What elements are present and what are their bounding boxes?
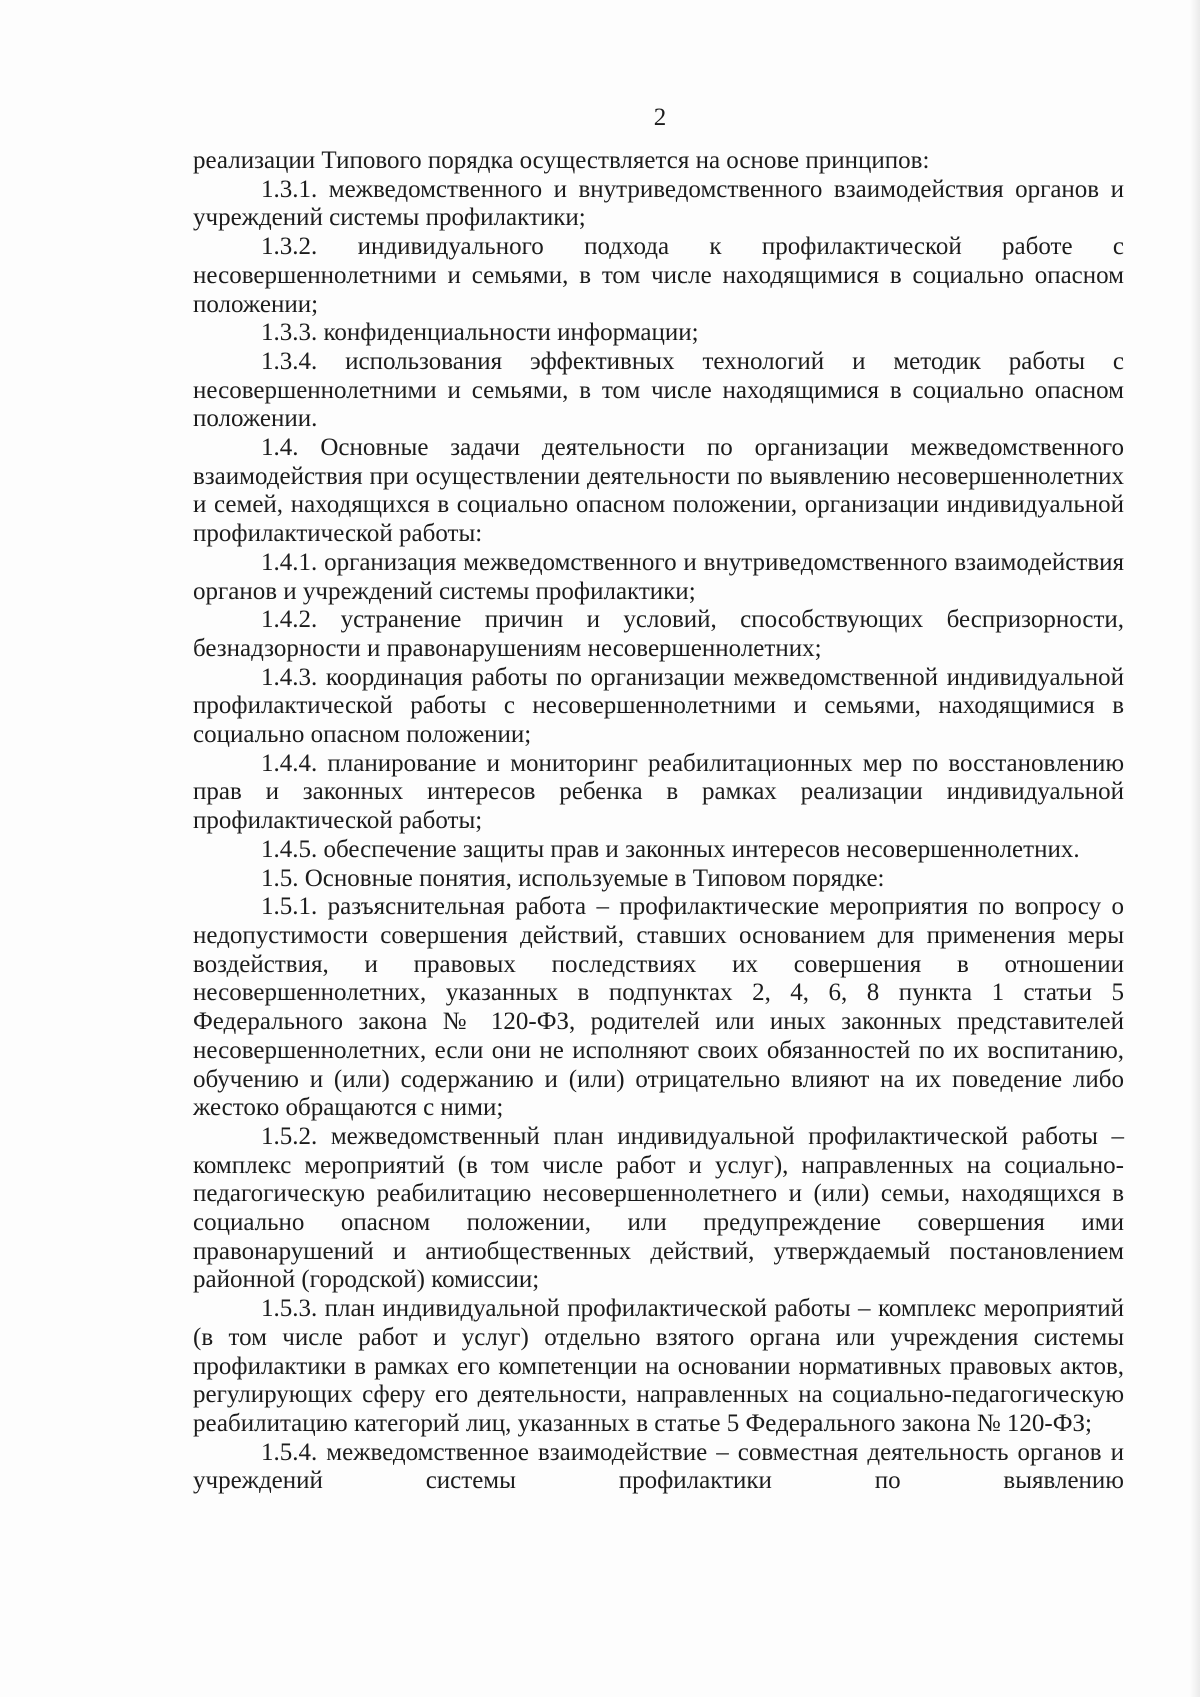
- paragraph-1-4: 1.4. Основные задачи деятельности по организации межведомственного взаимодействия при осуществлении деятельности по выявлению несовершеннолетних и семей, находящихся в социально опасном положении, организации индивидуальной профилактической работы:: [193, 434, 1124, 548]
- paragraph-continuation: реализации Типового порядка осуществляется на основе принципов:: [193, 147, 930, 174]
- document-body: [193, 147, 1124, 1496]
- page-number: 2: [653, 104, 667, 131]
- paragraph-1-3-1: 1.3.1. межведомственного и внутриведомственного взаимодействия органов и учреждений системы профилактики;: [193, 175, 1124, 232]
- paragraph-1-5-4: 1.5.4. межведомственное взаимодействие – совместная деятельность органов и учреждений системы профилактики по выявлению: [193, 1438, 1124, 1495]
- paragraph-1-4-5: 1.4.5. обеспечение защиты прав и законных интересов несовершеннолетних.: [261, 835, 1080, 863]
- paragraph-1-4-1: 1.4.1. организация межведомственного и внутриведомственного взаимодействия органов и учреждений системы профилактики;: [193, 548, 1124, 605]
- page-edge-shadow: [1190, 0, 1200, 1697]
- paragraph-1-3-2: 1.3.2. индивидуального подхода к профилактической работе с несовершеннолетними и семьями, в том числе находящимися в социально опасном положении;: [193, 233, 1124, 318]
- paragraph-1-5: 1.5. Основные понятия, используемые в Типовом порядке:: [261, 864, 885, 892]
- paragraph-1-5-2: 1.5.2. межведомственный план индивидуальной профилактической работы – комплекс мероприятий (в том числе работ и услуг), направленных на социально-педагогическую реабилитацию несовершеннолетнего и (или) семьи, находящихся в социально опасном положении, или предупреждение совершения ими правонарушений и антиобщественных действий, утверждаемый постановлением районной (городской) комиссии;: [193, 1122, 1124, 1294]
- paragraph-1-4-3: 1.4.3. координация работы по организации межведомственной индивидуальной профилактической работы с несовершеннолетними и семьями, находящимися в социально опасном положении;: [193, 663, 1124, 749]
- paragraph-1-5-3: 1.5.3. план индивидуальной профилактической работы – комплекс мероприятий (в том числе работ и услуг) отдельно взятого органа или учреждения системы профилактики в рамках его компетенции на основании нормативных правовых актов, регулирующих сферу его деятельности, направленных на социально-педагогическую реабилитацию категорий лиц, указанных в статье 5 Федерального закона № 120-ФЗ;: [193, 1295, 1124, 1437]
- paragraph-1-5-1: 1.5.1. разъяснительная работа – профилактические мероприятия по вопросу о недопустимости совершения действий, ставших основанием для применения меры воздействия, и правовых последствиях их совершения в отношении несовершеннолетних, указанных в подпунктах 2, 4, 6, 8 пункта 1 статьи 5 Федерального закона № 120-ФЗ, родителей или иных законных представителей несовершеннолетних, если они не исполняют своих обязанностей по их воспитанию, обучению и (или) содержанию и (или) отрицательно влияют на их поведение либо жестоко обращаются с ними;: [193, 893, 1124, 1122]
- paragraph-1-4-4: 1.4.4. планирование и мониторинг реабилитационных мер по восстановлению прав и законных интересов ребенка в рамках реализации индивидуальной профилактической работы;: [193, 749, 1124, 835]
- paragraph-1-3-4: 1.3.4. использования эффективных технологий и методик работы с несовершеннолетними и семьями, в том числе находящимися в социально опасном положении.: [193, 347, 1124, 433]
- paragraph-1-3-3: 1.3.3. конфиденциальности информации;: [261, 319, 699, 347]
- paragraph-1-4-2: 1.4.2. устранение причин и условий, способствующих беспризорности, безнадзорности и правонарушениям несовершеннолетних;: [193, 606, 1124, 662]
